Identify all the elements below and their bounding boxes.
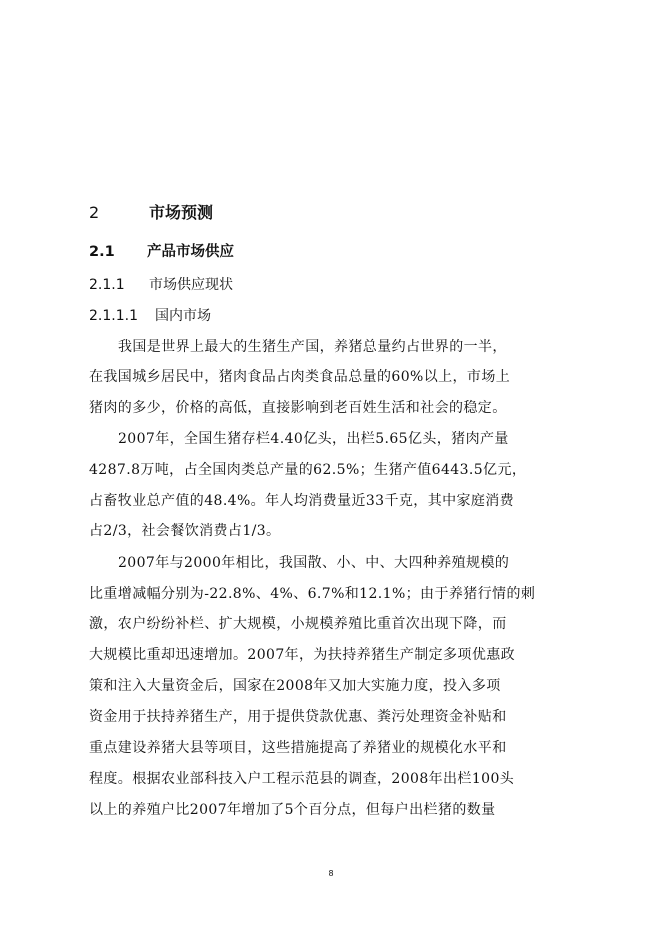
section-title: 产品市场供应: [147, 244, 234, 260]
page-number: 8: [328, 869, 334, 878]
paragraph-3-line-2: 比重增减幅分别为-22.8%、4%、6.7%和12.1%；由于养猪行情的刺: [89, 586, 536, 602]
chapter-heading: [89, 201, 213, 225]
subsection-title: 市场供应现状: [149, 277, 233, 293]
paragraph-2-line-3: 占畜牧业总产值的48.4%。年人均消费量近33千克，其中家庭消费: [89, 493, 515, 509]
subsubsection-title: 国内市场: [155, 308, 211, 324]
subsubsection-number: 2.1.1.1: [89, 308, 138, 324]
section-number: 2.1: [89, 244, 115, 260]
paragraph-2-line-2: 4287.8万吨，占全国肉类总产量的62.5%；生猪产值6443.5亿元，: [89, 462, 527, 478]
paragraph-3-line-9: 以上的养殖户比2007年增加了5个百分点，但每户出栏猪的数量: [89, 802, 496, 818]
paragraph-3-line-8: 程度。根据农业部科技入户工程示范县的调查，2008年出栏100头: [89, 771, 515, 787]
paragraph-2-line-4: 占2/3，社会餐饮消费占1/3。: [89, 523, 281, 539]
paragraph-1-line-2: 在我国城乡居民中，猪肉食品占肉类食品总量的60%以上，市场上: [89, 369, 511, 385]
paragraph-2-line-1: 2007年，全国生猪存栏4.40亿头，出栏5.65亿头，猪肉产量: [118, 431, 509, 447]
paragraph-1-line-1: 我国是世界上最大的生猪生产国，养猪总量约占世界的一半，: [118, 339, 507, 355]
section-heading: [89, 240, 234, 264]
paragraph-1-line-3: 猪肉的多少，价格的高低，直接影响到老百姓生活和社会的稳定。: [89, 400, 507, 416]
paragraph-3-line-3: 激，农户纷纷补栏、扩大规模，小规模养殖比重首次出现下降，而: [89, 616, 507, 632]
subsubsection-heading: [89, 304, 211, 328]
paragraph-3-line-1: 2007年与2000年相比，我国散、小、中、大四种养殖规模的: [118, 555, 510, 571]
subsection-heading: [89, 273, 233, 297]
paragraph-3-line-7: 重点建设养猪大县等项目，这些措施提高了养猪业的规模化水平和: [89, 740, 507, 756]
subsection-number: 2.1.1: [89, 277, 125, 293]
paragraph-3-line-4: 大规模比重却迅速增加。2007年，为扶持养猪生产制定多项优惠政: [89, 647, 516, 663]
chapter-number: 2: [89, 203, 100, 222]
paragraph-3-line-6: 资金用于扶持养猪生产，用于提供贷款优惠、粪污处理资金补贴和: [89, 709, 507, 725]
chapter-title: 市场预测: [149, 203, 214, 222]
paragraph-3-line-5: 策和注入大量资金后，国家在2008年又加大实施力度，投入多项: [89, 678, 501, 694]
